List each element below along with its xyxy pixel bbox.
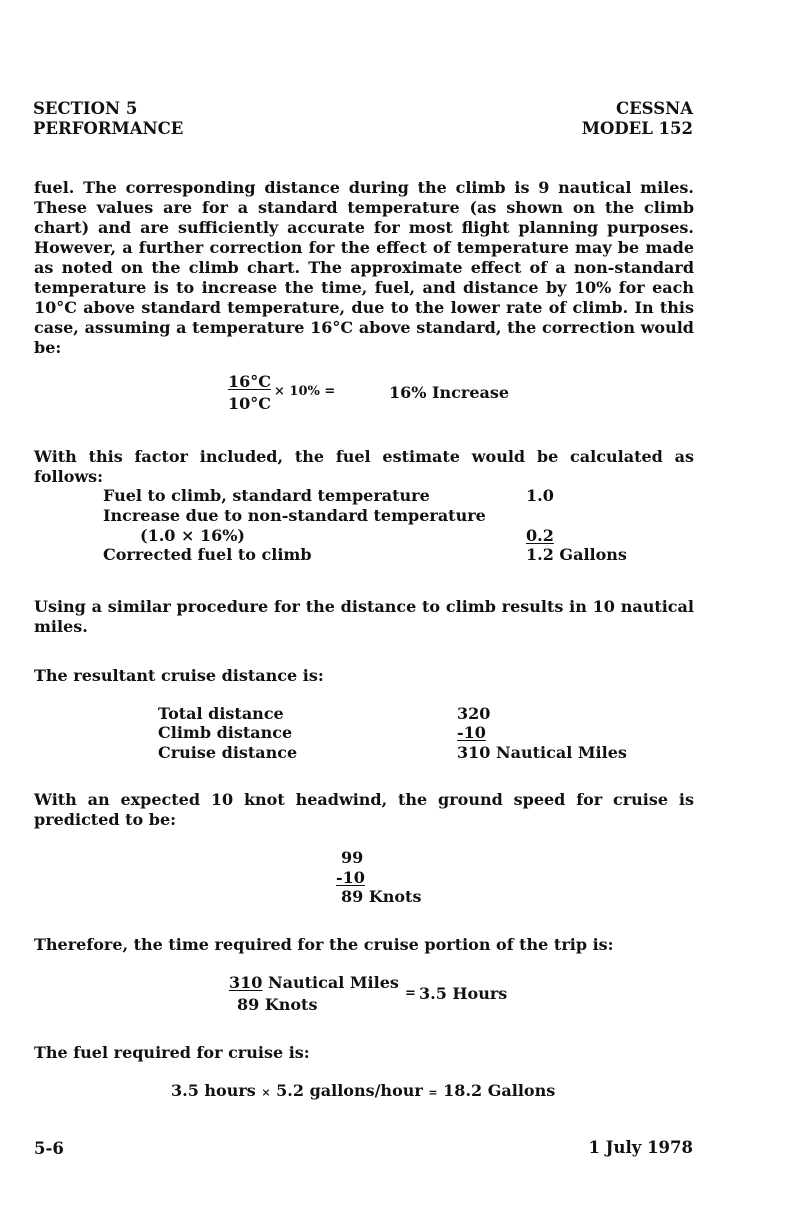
distance-row3-unit: Nautical Miles — [495, 743, 627, 762]
speed-line1: 99 — [341, 848, 364, 867]
formula2-den-value: 89 — [237, 995, 260, 1014]
formula2-equals: = — [405, 986, 416, 1001]
header-model: MODEL 152 — [581, 119, 693, 138]
speed-line3 — [341, 887, 421, 906]
fuel-row1-label: Fuel to climb, standard temperature — [103, 486, 430, 505]
formula3-line — [171, 1081, 555, 1100]
distance-row3-value: 310 — [457, 743, 491, 762]
footer-date: 1 July 1978 — [588, 1138, 693, 1157]
speed-unit: Knots — [368, 887, 422, 906]
paragraph-cruise-time: Therefore, the time required for the cruise portion of the trip is: — [34, 935, 614, 954]
header-section: SECTION 5 — [33, 99, 138, 118]
header-manufacturer: CESSNA — [615, 99, 693, 118]
distance-row3-label: Cruise distance — [158, 743, 298, 762]
formula1-numerator: 16°C — [228, 372, 271, 391]
fuel-row1-value: 1.0 — [526, 486, 554, 505]
formula3-result: 18.2 Gallons — [443, 1081, 556, 1100]
fuel-row3-label: (1.0 × 16%) — [140, 526, 245, 545]
fuel-row4-label: Corrected fuel to climb — [103, 545, 312, 564]
distance-row1-label: Total distance — [158, 704, 284, 723]
formula3-part1: 3.5 hours — [171, 1081, 256, 1100]
fuel-row4-value: 1.2 — [526, 545, 554, 564]
formula3-part2: 5.2 gallons/hour — [276, 1081, 423, 1100]
distance-row2-label: Climb distance — [158, 723, 293, 742]
paragraph-climb-correction: fuel. The corresponding distance during the climb is 9 nautical miles. These values are for a standard temperature (as shown on the climb chart) and are sufficiently accurate for most flight planning purposes. However, a further correction for the effect of temperature may be made as noted on the climb chart. The approximate effect of a non-standard temperature is to increase the time, fuel, and distance by 10% for each 10°C above standard temperature, due to the lower rate of climb. In this case, assuming a temperature 16°C above standard, the correction would be: — [34, 178, 694, 357]
formula1-result: 16% Increase — [389, 383, 510, 402]
speed-line2: -10 — [336, 868, 365, 887]
formula2-numerator — [229, 973, 399, 992]
formula2-num-unit: Nautical Miles — [267, 973, 399, 992]
paragraph-distance-climb: Using a similar procedure for the distance to climb results in 10 nautical miles. — [34, 597, 694, 636]
header-chapter: PERFORMANCE — [33, 119, 184, 138]
speed-value: 89 — [341, 887, 364, 906]
formula2-result: 3.5 Hours — [419, 984, 508, 1003]
formula2-denominator — [237, 995, 317, 1014]
fuel-row3-value: 0.2 — [526, 526, 554, 545]
fuel-row2-label: Increase due to non-standard temperature — [103, 506, 486, 525]
paragraph-ground-speed: With an expected 10 knot headwind, the ground speed for cruise is predicted to be: — [34, 790, 694, 829]
formula2-den-unit: Knots — [264, 995, 318, 1014]
distance-row3-total — [457, 743, 627, 762]
formula3-times: × — [261, 1086, 271, 1099]
formula2-num-value: 310 — [229, 973, 263, 992]
paragraph-cruise-fuel: The fuel required for cruise is: — [34, 1043, 310, 1062]
formula1-denominator: 10°C — [228, 394, 271, 413]
distance-row2-value: -10 — [457, 723, 486, 742]
paragraph-fuel-estimate: With this factor included, the fuel estimate would be calculated as follows: — [34, 447, 694, 486]
formula3-equals: = — [428, 1086, 438, 1099]
paragraph-cruise-distance-intro: The resultant cruise distance is: — [34, 666, 324, 685]
fuel-row4-total — [526, 545, 627, 564]
distance-row1-value: 320 — [457, 704, 491, 723]
fuel-row4-unit: Gallons — [559, 545, 627, 564]
footer-page-number: 5-6 — [34, 1139, 64, 1158]
formula1-multiplier: × 10% = — [274, 384, 336, 399]
